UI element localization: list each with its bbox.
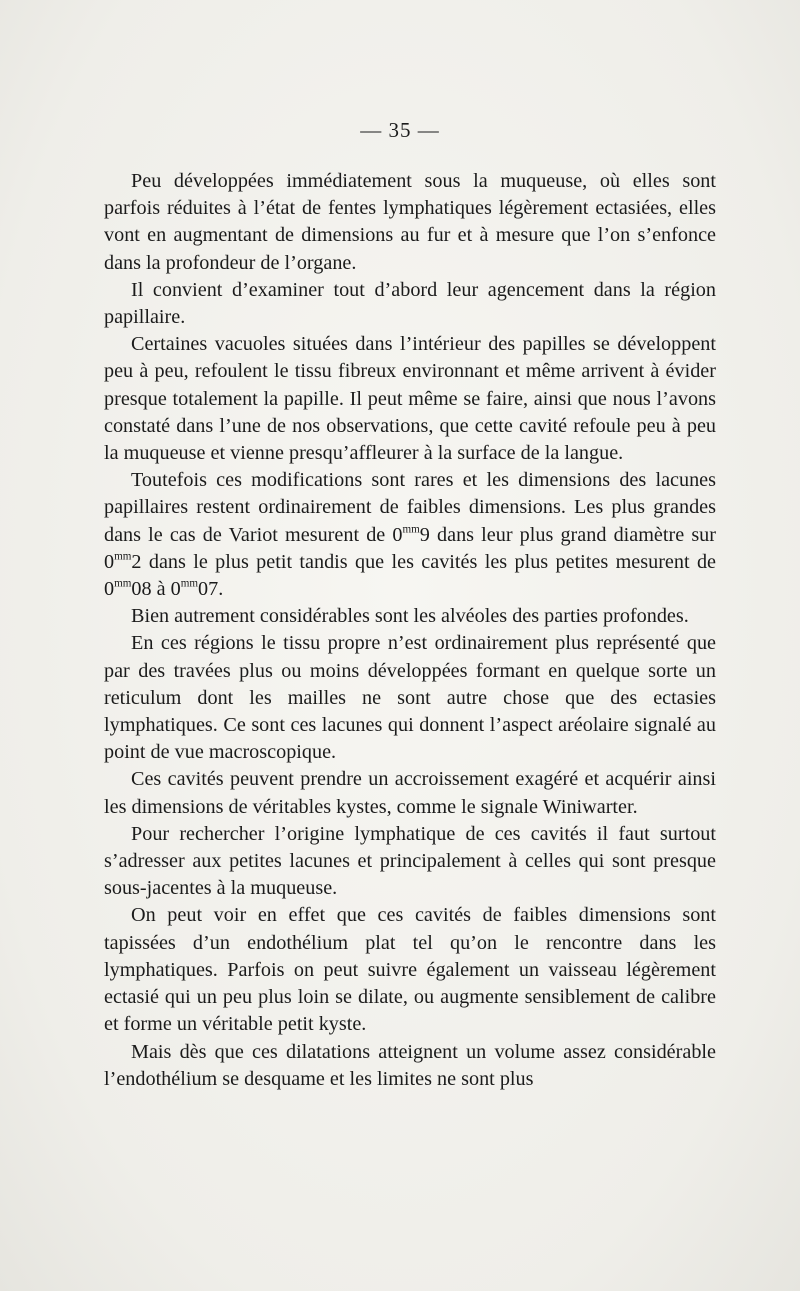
- body-text: [104, 168, 716, 1093]
- page-number: — 35 —: [360, 118, 440, 142]
- paragraph: En ces régions le tissu propre n’est ordinairement plus représenté que par des travées plus ou moins développées formant en quelque sorte un reticulum dont les mailles ne sont autre chose que des ectasies lymphatiques. Ce sont ces lacunes qui donnent l’aspect aréolaire signalé au point de vue macroscopique.: [104, 632, 716, 764]
- paragraph-measurements: Toutefois ces modifications sont rares et les dimensions des lacunes papillaires restent ordinairement de faibles dimensions. Les plus grandes dans le cas de Variot mesurent de $0^{mm}9$ dans leur plus grand diamètre sur $0^{mm}2$ dans le plus petit tandis que les cavités les plus petites mesurent de $0^{mm}08$ à $0^{mm}07$.: [104, 469, 716, 601]
- unit-superscript: mm: [114, 550, 132, 563]
- unit-superscript: mm: [402, 523, 420, 536]
- paragraph: Mais dès que ces dilatations atteignent un volume assez considérable l’endothélium se desquame et les limites ne sont plus: [104, 1040, 716, 1090]
- unit-superscript: mm: [114, 577, 132, 590]
- paragraph: Certaines vacuoles situées dans l’intérieur des papilles se développent peu à peu, refoulent le tissu fibreux environnant et même arrivent à évider presque totalement la papille. Il peut même se faire, ainsi que nous l’avons constaté dans l’une de nos observations, que cette cavité refoule peu à peu la muqueuse et vienne presqu’affleurer à la surface de la langue.: [104, 333, 716, 465]
- paragraph: Il convient d’examiner tout d’abord leur agencement dans la région papillaire.: [104, 278, 716, 329]
- paragraph: Bien autrement considérables sont les alvéoles des parties profondes.: [131, 605, 689, 628]
- paragraph: Pour rechercher l’origine lymphatique de ces cavités il faut surtout s’adresser aux petites lacunes et principalement à celles qui sont presque sous-jacentes à la muqueuse.: [104, 822, 716, 900]
- paragraph: Ces cavités peuvent prendre un accroissement exagéré et acquérir ainsi les dimensions de véritables kystes, comme le signale Winiwarter.: [104, 768, 716, 818]
- paragraph: Peu développées immédiatement sous la muqueuse, où elles sont parfois réduites à l’état de fentes lymphatiques légèrement ectasiées, elles vont en augmentant de dimensions au fur et à mesure que l’on s’enfonce dans la profondeur de l’organe.: [104, 170, 716, 274]
- paragraph: On peut voir en effet que ces cavités de faibles dimensions sont tapissées d’un endothélium plat tel qu’on le rencontre dans les lymphatiques. Parfois on peut suivre également un vaisseau légèrement ectasié qui un peu plus loin se dilate, ou augmente sensiblement de calibre et forme un véritable petit kyste.: [104, 904, 716, 1036]
- unit-superscript: mm: [180, 577, 199, 590]
